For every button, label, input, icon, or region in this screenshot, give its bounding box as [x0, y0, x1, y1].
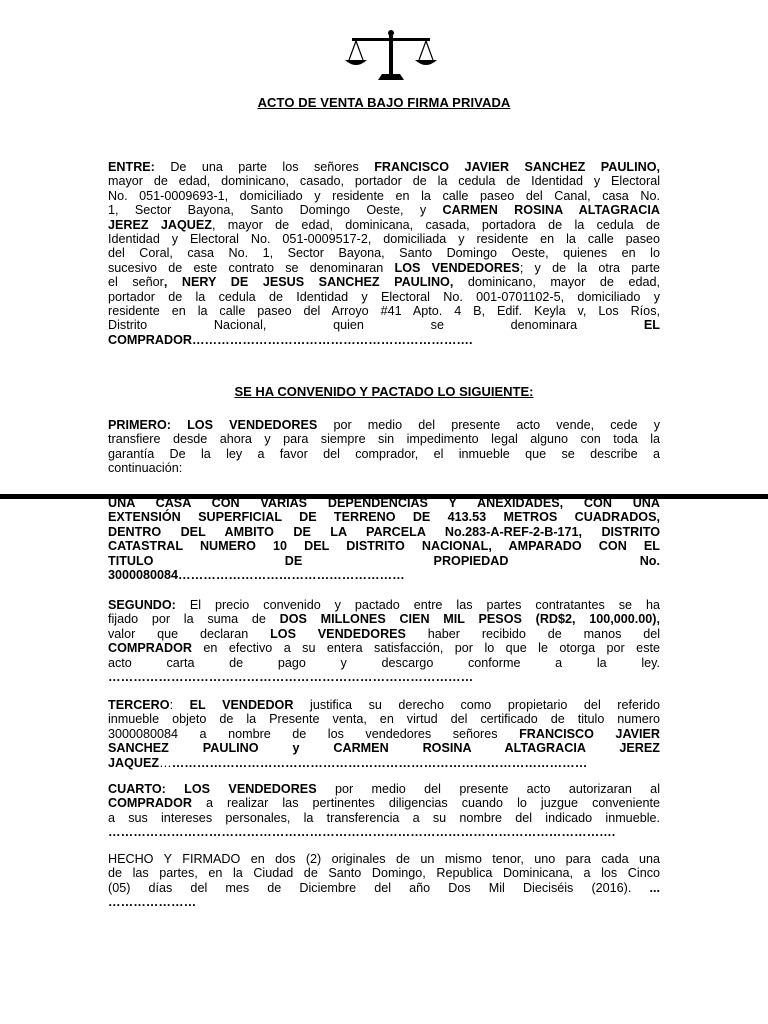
text-line	[108, 275, 660, 289]
text-segment: transfiere desde ahora y para siempre sin impedimento legal alguno con toda la	[108, 432, 660, 447]
property-description	[108, 496, 660, 582]
text-segment: a sus intereses personales, la transferencia a su nombre del indicado inmueble.	[108, 810, 660, 825]
text-segment: COMPRADOR………………………………………………………….	[108, 332, 473, 347]
text-segment: No. 051-0009693-1, domiciliado y residente en la calle paseo del Canal, casa No.	[108, 188, 660, 203]
text-line	[108, 496, 660, 510]
text-segment: FRANCISCO JAVIER	[519, 726, 660, 741]
text-segment: (05) días del mes de Diciembre del año Dos Mil Dieciséis (2016).	[108, 880, 650, 895]
clause-primero	[108, 418, 660, 476]
text-line	[108, 432, 660, 446]
clause-entre	[108, 160, 660, 347]
text-segment: del Coral, casa No. 1, Sector Bayona, Santo Domingo Oeste, quienes en lo	[108, 246, 660, 261]
text-line	[108, 627, 660, 641]
text-line	[108, 641, 660, 655]
text-line	[108, 741, 660, 755]
text-line	[108, 852, 660, 866]
clause-cuarto	[108, 782, 660, 840]
text-segment: inmueble objeto de la Presente venta, en virtud del certificado de titulo numero	[108, 712, 660, 727]
text-segment: TERCERO	[108, 698, 170, 712]
text-segment: LOS VENDEDORES	[394, 260, 520, 275]
text-segment: residente en la calle paseo del Arroyo #41 Apto. 4 B, Edif. Keyla v, Los Ríos,	[108, 304, 660, 319]
text-line	[108, 598, 660, 612]
text-segment: el señor	[108, 275, 164, 290]
text-line	[108, 218, 660, 232]
text-line	[108, 304, 660, 318]
text-line	[108, 895, 660, 909]
text-line	[108, 782, 660, 796]
text-segment: ; y de la otra parte	[519, 260, 660, 275]
text-segment: dominicano, mayor de edad,	[453, 275, 660, 290]
text-line	[108, 670, 660, 684]
text-line	[108, 333, 660, 347]
text-segment: De una parte los señores	[154, 160, 375, 174]
text-segment: , NERY DE JESUS SANCHEZ PAULINO,	[163, 275, 454, 290]
text-segment: por medio del presente acto vende, cede y	[317, 418, 660, 432]
text-segment: Identidad y Electoral No. 051-0009517-2, domiciliada y residente en la calle paseo	[108, 232, 660, 247]
text-line	[108, 447, 660, 461]
text-line	[108, 825, 660, 839]
text-segment: PRIMERO: LOS VENDEDORES	[108, 418, 318, 432]
text-segment: CATASTRAL NUMERO 10 DEL DISTRITO NACIONAL, AMPARADO CON EL	[108, 539, 660, 554]
text-line	[108, 318, 660, 332]
text-segment: fijado por la suma de	[108, 612, 280, 627]
text-segment: …………………	[108, 895, 197, 910]
text-segment: HECHO Y FIRMADO en dos (2) originales de un mismo tenor, uno para cada una	[108, 852, 660, 866]
text-segment: continuación:	[108, 461, 183, 476]
text-segment: COMPRADOR	[108, 796, 192, 811]
text-line	[108, 290, 660, 304]
text-segment: ………………………………………………………………………………………………………….	[108, 825, 616, 840]
text-segment: El precio convenido y pactado entre las partes contratantes se ha	[175, 598, 660, 612]
text-segment: 1, Sector Bayona, Santo Domingo Oeste, y	[108, 203, 443, 218]
text-segment: haber recibido de manos del	[405, 626, 660, 641]
clause-segundo	[108, 598, 660, 684]
text-segment: :	[169, 698, 190, 712]
text-segment: DOS MILLONES CIEN MIL PESOS (RD$2, 100,000.00),	[279, 612, 660, 627]
text-segment: CARMEN ROSINA ALTAGRACIA	[442, 203, 660, 218]
text-line	[108, 510, 660, 524]
text-segment: …	[159, 755, 172, 770]
text-segment: EXTENSIÓN SUPERFICIAL DE TERRENO DE 413.53 METROS CUADRADOS,	[108, 510, 660, 525]
clause-tercero	[108, 698, 660, 770]
text-line	[108, 866, 660, 880]
text-segment: valor que declaran	[108, 626, 271, 641]
text-line	[108, 461, 660, 475]
text-line	[108, 232, 660, 246]
closing-statement	[108, 852, 660, 910]
text-line	[108, 612, 660, 626]
text-segment: Distrito Nacional, quien se denominara	[108, 318, 644, 333]
text-line	[108, 539, 660, 553]
text-segment: portador de la cedula de Identidad y Electoral No. 001-0701102-5, domiciliado y	[108, 289, 660, 304]
text-line	[108, 261, 660, 275]
text-segment: garantía De la ley a favor del comprador, el inmueble que se describe a	[108, 446, 660, 461]
text-line	[108, 189, 660, 203]
text-line	[108, 554, 660, 568]
text-line	[108, 727, 660, 741]
text-line	[108, 712, 660, 726]
text-segment: mayor de edad, dominicano, casado, portador de la cedula de Identidad y Electoral	[108, 174, 660, 189]
text-segment: COMPRADOR	[108, 641, 192, 656]
text-segment: EL VENDEDOR	[189, 698, 294, 712]
text-line	[108, 881, 660, 895]
text-segment: acto carta de pago y descargo conforme a la ley.	[108, 655, 660, 670]
document-title: ACTO DE VENTA BAJO FIRMA PRIVADA	[257, 95, 511, 110]
text-segment: ……………………………………………………………………………	[108, 670, 474, 685]
text-segment: ENTRE:	[108, 160, 155, 174]
text-segment: por medio del presente acto autorizaran al	[316, 782, 660, 796]
text-segment: en efectivo a su entera satisfacción, por lo que le otorga por este	[191, 641, 660, 656]
text-segment: UNA CASA CON VARIAS DEPENDENCIAS Y ANEXIDADES, CON UNA	[108, 496, 660, 510]
text-line	[108, 568, 660, 582]
text-line	[108, 811, 660, 825]
scales-of-justice-icon	[344, 30, 438, 82]
text-segment: de las partes, en la Ciudad de Santo Domingo, Republica Dominicana, a los Cinco	[108, 866, 660, 881]
text-segment: 3000080084………………………………………………	[108, 568, 405, 583]
text-line	[108, 525, 660, 539]
text-segment: 3000080084 a nombre de los vendedores señores	[108, 726, 520, 741]
text-segment: FRANCISCO JAVIER SANCHEZ PAULINO,	[374, 160, 660, 174]
text-segment: ...	[649, 880, 660, 895]
text-segment: sucesivo de este contrato se denominaran	[108, 260, 395, 275]
text-line	[108, 418, 660, 432]
text-segment: CUARTO: LOS VENDEDORES	[108, 782, 317, 796]
text-segment: EL	[643, 318, 660, 333]
text-line	[108, 203, 660, 217]
text-segment: JEREZ JAQUEZ	[108, 217, 212, 232]
text-line	[108, 796, 660, 810]
text-segment: TITULO DE PROPIEDAD No.	[108, 553, 660, 568]
text-line	[108, 246, 660, 260]
text-segment: JAQUEZ	[108, 755, 160, 770]
text-segment: , mayor de edad, dominicana, casada, portadora de la cedula de	[212, 217, 660, 232]
text-segment: ………………………………………………………………………………………	[171, 755, 588, 770]
section-heading: SE HA CONVENIDO Y PACTADO LO SIGUIENTE:	[234, 384, 534, 399]
text-segment: LOS VENDEDORES	[270, 626, 406, 641]
text-line	[108, 160, 660, 174]
text-line	[108, 174, 660, 188]
text-line	[108, 698, 660, 712]
text-segment: SANCHEZ PAULINO y CARMEN ROSINA ALTAGRACIA JEREZ	[108, 741, 660, 756]
text-segment: SEGUNDO:	[108, 598, 176, 612]
text-line	[108, 656, 660, 670]
text-segment: a realizar las pertinentes diligencias cuando lo juzgue conveniente	[191, 796, 660, 811]
text-line	[108, 756, 660, 770]
text-segment: DENTRO DEL AMBITO DE LA PARCELA No.283-A-REF-2-B-171, DISTRITO	[108, 524, 660, 539]
text-segment: justifica su derecho como propietario del referido	[293, 698, 660, 712]
